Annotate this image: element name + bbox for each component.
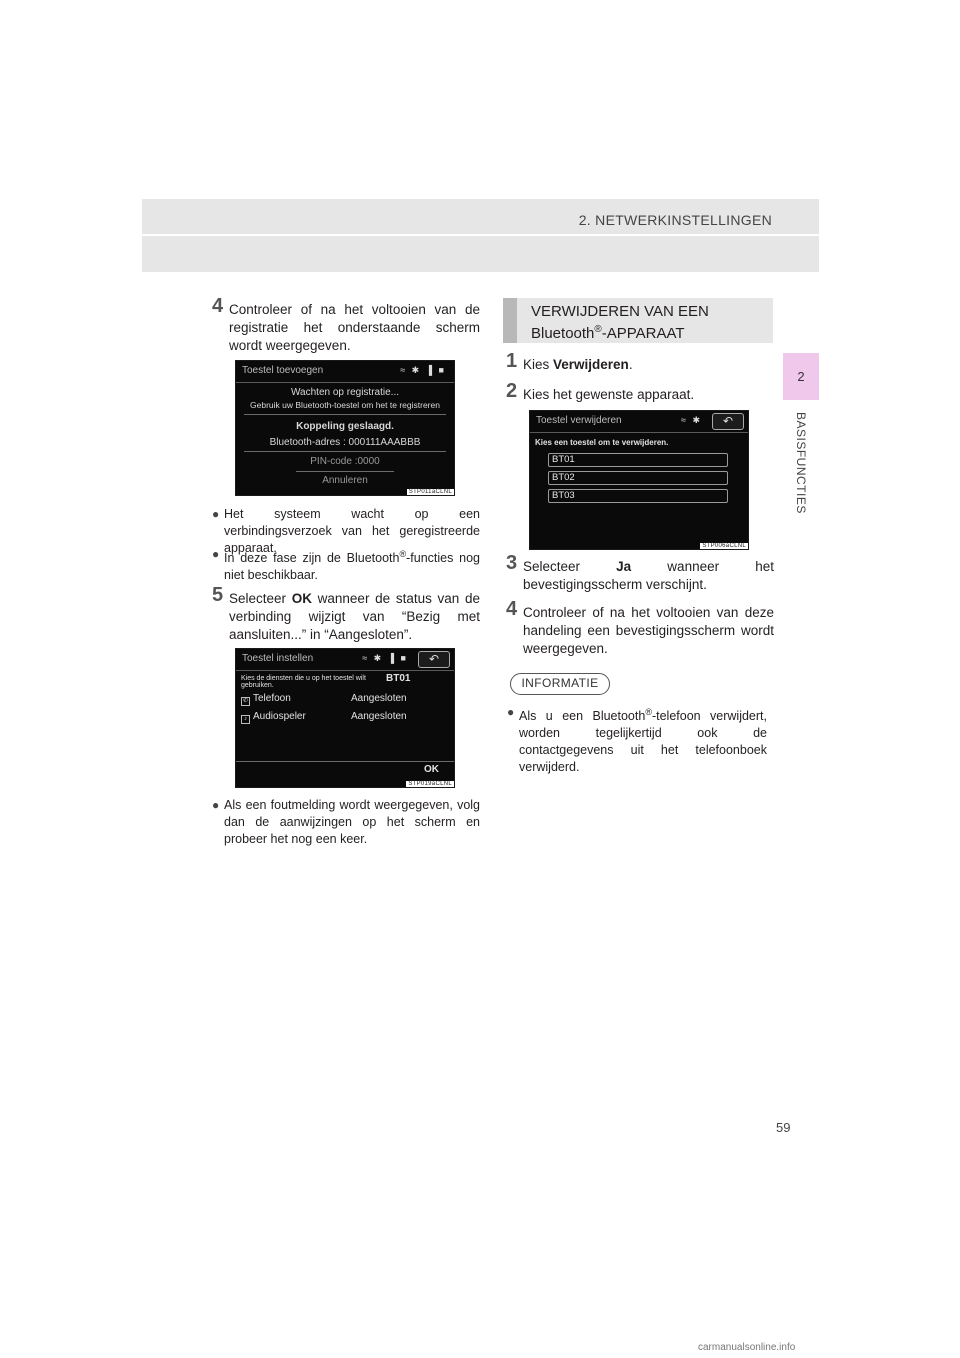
screen-divider [236, 761, 454, 762]
screen-header [236, 361, 454, 383]
right-step-2 [506, 380, 774, 404]
right-step-1 [506, 350, 774, 374]
device-item-bt01[interactable]: BT01 [548, 453, 728, 467]
screen-header [530, 411, 748, 433]
bullet-icon: ● [507, 705, 515, 719]
back-button[interactable]: ↶ [712, 413, 744, 430]
waiting-text: Wachten op registratie... [290, 387, 399, 398]
step-text: Controleer of na het voltooien van deze handeling een bevestigingsscherm wordt weergegeven. [523, 605, 774, 656]
step-number: 1 [506, 350, 518, 372]
service-status-phone: Aangesloten [351, 693, 407, 704]
bullet-text: Het systeem wacht op een verbindingsverzoek van het geregistreerde apparaat. [224, 507, 480, 555]
phone-icon: ✆ [242, 698, 249, 704]
section-heading-bar [503, 298, 517, 343]
screen-title: Toestel verwijderen [536, 415, 622, 426]
bullet-text: In deze fase zijn de Bluetooth®-functies nog niet beschikbaar. [224, 549, 480, 583]
step-number: 2 [506, 380, 518, 402]
step-text: Kies het gewenste apparaat. [523, 387, 695, 402]
information-label: INFORMATIE [510, 673, 610, 695]
cancel-button[interactable]: Annuleren [322, 475, 368, 486]
chapter-title: 2. NETWERKINSTELLINGEN [578, 212, 772, 228]
screen-title: Toestel instellen [242, 653, 314, 664]
status-icons: ≈ ✱ ▐ ■ [400, 365, 446, 375]
right-step-3 [506, 552, 774, 594]
ok-button[interactable]: OK [424, 764, 439, 775]
device-item-bt03[interactable]: BT03 [548, 489, 728, 503]
instruction-text: Gebruik uw Bluetooth-toestel om het te registreren [250, 400, 440, 410]
left-bullet-3 [212, 797, 480, 848]
page-number: 59 [776, 1120, 791, 1135]
remove-device-screen [529, 410, 749, 550]
left-bullet-2 [212, 546, 480, 584]
remove-prompt: Kies een toestel om te verwijderen. [535, 438, 669, 447]
image-code: STP011aCLNL [408, 489, 452, 495]
step-text: Selecteer Ja wanneer het bevestigingsscherm verschijnt. [523, 559, 774, 592]
step-text: Kies Verwijderen. [523, 357, 633, 372]
bluetooth-address-text: Bluetooth-adres : 000111AAABBB [269, 437, 421, 448]
music-icon: ♪ [241, 715, 250, 724]
device-name: BT01 [386, 673, 411, 684]
step-text: Selecteer OK wanneer de status van de verbinding wijzigt van “Bezig met aansluiten...” in “Aangesloten”. [229, 591, 480, 642]
bullet-icon: ● [212, 798, 220, 812]
screen-title: Toestel toevoegen [242, 365, 324, 376]
pin-code-text: PIN-code :0000 [310, 456, 380, 467]
step-text: Controleer of na het voltooien van de registratie het onderstaande scherm wordt weergegeven. [229, 302, 480, 353]
bullet-text: Als een foutmelding wordt weergegeven, volg dan de aanwijzingen op het scherm en probeer het nog een keer. [224, 798, 480, 846]
status-icons: ≈ ✱ [681, 415, 702, 425]
step-number: 5 [212, 584, 224, 606]
step-number: 3 [506, 552, 518, 574]
bullet-text: Als u een Bluetooth®-telefoon verwijdert, worden tegelijkertijd ook de contactgegevens uit het telefoonboek verwijderd. [519, 707, 767, 775]
image-code: STP006aCLNL [702, 543, 746, 549]
screen-divider [244, 451, 446, 452]
status-icons: ≈ ✱ ▐ ■ [362, 653, 408, 663]
screen-divider [296, 471, 394, 472]
service-prompt: Kies de diensten die u op het toestel wilt gebruiken. [241, 675, 366, 689]
left-step-4 [212, 295, 480, 355]
pairing-screen [235, 360, 455, 496]
device-item-bt02[interactable]: BT02 [548, 471, 728, 485]
back-button[interactable]: ↶ [418, 651, 450, 668]
image-code: STP019aCLNL [408, 781, 452, 787]
screen-divider [244, 414, 446, 415]
header-divider [142, 234, 819, 236]
bullet-icon: ● [212, 507, 220, 521]
service-row-audio[interactable]: ♪ Audiospeler [241, 711, 306, 724]
section-heading [503, 298, 773, 343]
service-row-phone[interactable]: ✆ Telefoon [242, 693, 291, 704]
step-number: 4 [212, 295, 224, 317]
section-heading-title: VERWIJDEREN VAN EEN Bluetooth®-APPARAAT [531, 303, 709, 342]
right-step-4 [506, 598, 774, 658]
service-status-audio: Aangesloten [351, 711, 407, 722]
bullet-icon: ● [212, 547, 220, 561]
screen-header [236, 649, 454, 671]
left-step-5 [212, 584, 480, 644]
chapter-tab-number: 2 [783, 353, 819, 400]
pairing-success-text: Koppeling geslaagd. [296, 421, 394, 432]
chapter-tab-label: BASISFUNCTIES [794, 412, 808, 514]
device-setup-screen [235, 648, 455, 788]
step-number: 4 [506, 598, 518, 620]
info-bullet [507, 704, 767, 776]
watermark: carmanualsonline.info [698, 1342, 796, 1353]
